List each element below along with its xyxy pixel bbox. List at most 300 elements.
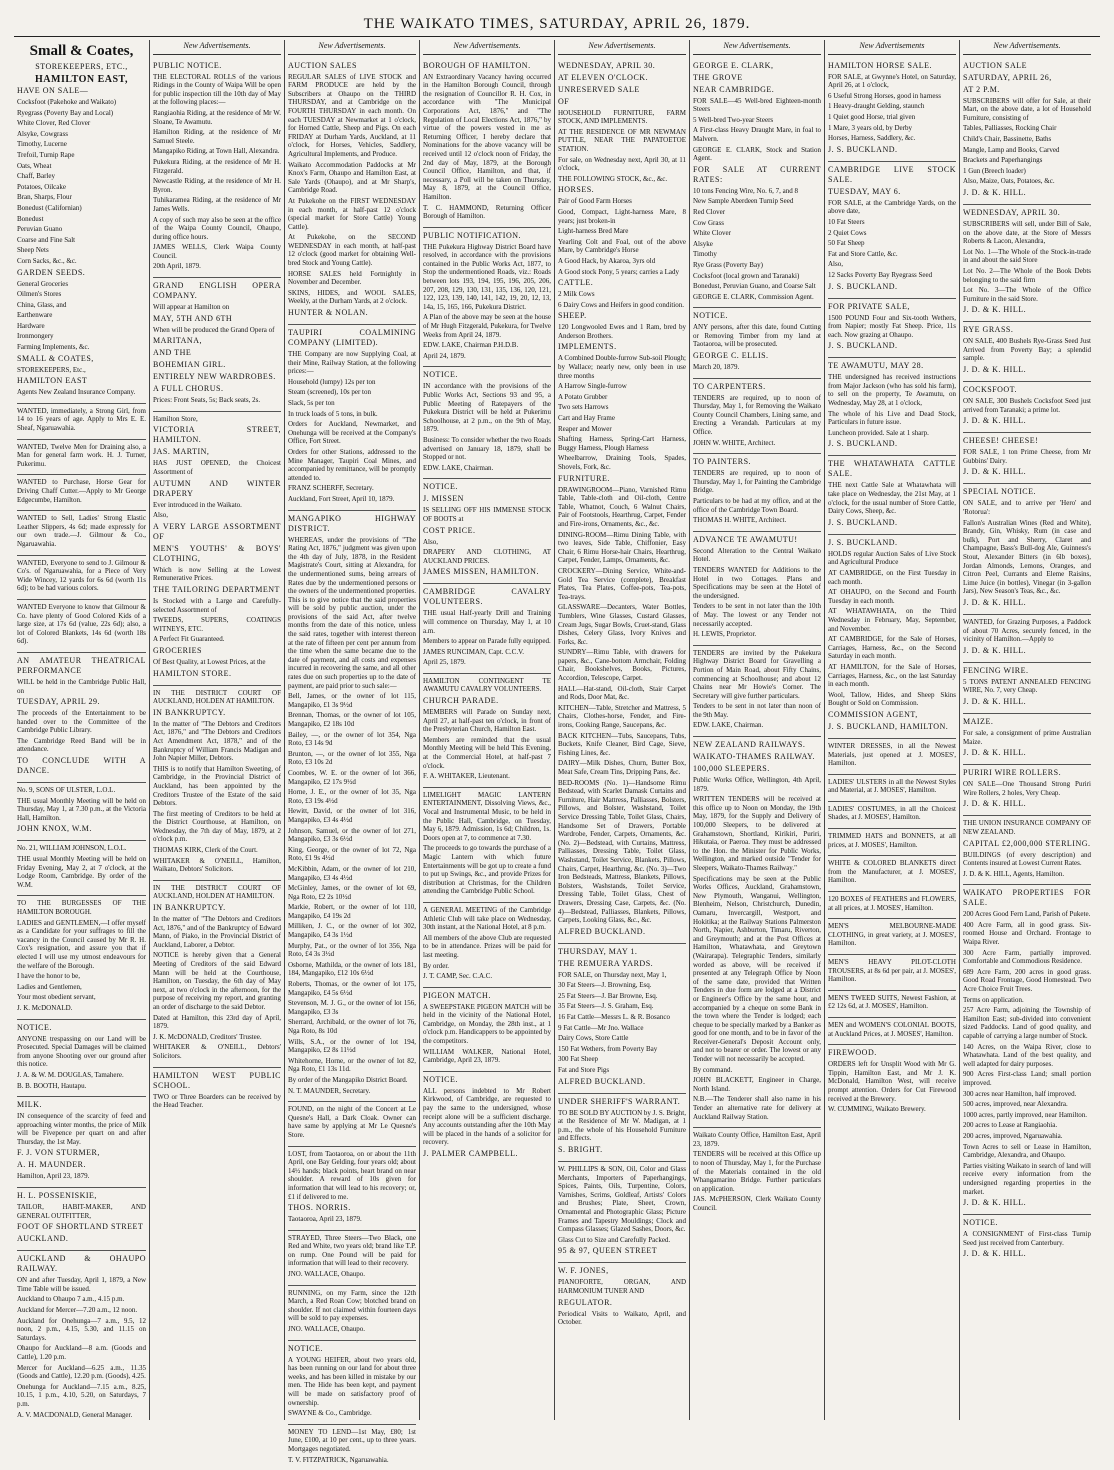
ad-line: 400 Acre Farm, all in good grass. Six-roomed House and Orchard. Frontage to Waipa River. bbox=[963, 920, 1091, 947]
ad-line: THE next Cattle Sale at Whatawhata will take place on Wednesday, the 21st May, at 1 o'clock, for the usual number of Store Cattle, Dairy Cows, Sheep, &c. bbox=[828, 481, 956, 516]
ad-line: SKINS, HIDES, and WOOL SALES, Weekly, at the Durham Yards, at 2 o'clock. bbox=[288, 288, 416, 306]
ad-line: IS SELLING OFF HIS IMMENSE STOCK OF BOOTS at bbox=[423, 506, 551, 523]
ad-line: Which is now Selling at the Lowest Remunerative Prices. bbox=[153, 565, 281, 583]
ad-line: A Harrow Single-furrow bbox=[558, 382, 627, 391]
ad-heading: THOS. NORRIS. bbox=[288, 1203, 351, 1213]
ad-line: 257 Acre Farm, adjoining the Township of Hamilton East; sub-divided into convenient sized Paddocks. Land of good quality, and capable of carrying a large number of Stock. bbox=[963, 1006, 1091, 1040]
ad-line: Whitehorne, Horne, or the owner of lot 82, Nga Roto, £1 13s 11d. bbox=[288, 1056, 416, 1074]
ad-line: Fallon's Australian Wines (Red and White), Brandy, Gin, Whisky, Rum (in case and bulk), Port and Sherry, Claret and Champagne, Bass's Bull-dog Ale, Guinness's Stout, Alexander Bitters (in 6lb boxes), Jordan Almonds, Lemons, Oranges, and Citron Peel, Currants and Eleme Raisins, Lime Juice (in bottles), Vinegar (in 3-gallon Jars), New Season's Teas, &c., &c. bbox=[963, 518, 1091, 596]
ad-line: 5 TONS PATENT ANNEALED FENCING WIRE, No. 7, very Cheap. bbox=[963, 677, 1091, 695]
column-heading: New Advertisements. bbox=[153, 40, 281, 55]
ad-line: T. V. FITZPATRICK, Ngaruawahia. bbox=[288, 1455, 389, 1464]
ad-heading: WEDNESDAY, APRIL 30. bbox=[963, 207, 1061, 217]
advertisement bbox=[288, 1102, 416, 1146]
ad-line: STOREKEEPERS, Etc., bbox=[17, 365, 86, 374]
ad-line: AT THE RESIDENCE OF MR NEWMAN PUTTLE, NEAR THE PAPATOETOE STATION. bbox=[558, 127, 686, 153]
ad-heading: UNRESERVED SALE bbox=[558, 84, 640, 94]
ad-line: 12 Sacks Poverty Bay Ryegrass Seed bbox=[828, 270, 933, 279]
ad-line: IN THE DISTRICT COURT OF AUCKLAND, HOLDEN AT HAMILTON. bbox=[153, 688, 281, 706]
advertisement bbox=[288, 1425, 416, 1470]
advertisement bbox=[828, 739, 956, 775]
ad-line: 200 Acres Good Fern Land, Parish of Pukete. bbox=[963, 910, 1091, 919]
advertisement bbox=[17, 783, 146, 841]
advertisement bbox=[423, 903, 551, 988]
ad-line: FOUND, on the night of the Concert at Le Quesne's Hall, a Dark Cloak. Owner can have same by applying at Mr Le Quesne's Store. bbox=[288, 1105, 416, 1139]
advertisement bbox=[153, 58, 281, 278]
ad-line: REGULAR SALES of LIVE STOCK and FARM PRODUCE are held by the Subscribers at Ohaupo on the THIRD THURSDAY, and at Cambridge on the FOURTH THURSDAY in each month. On each TUESDAY at Newmarket at 1 o'clock, for Horned Cattle, Sheep and Pigs. On each FRIDAY at Durham Yards, Auckland, at 11 o'clock, for Horses, Vehicles, Saddlery, Agricultural Implements, and Produce. bbox=[288, 72, 416, 158]
ad-line: 1 Quiet good Horse, trial given bbox=[828, 112, 916, 121]
ad-line: LADIES' COSTUMES, in all the Choicest Shades, at J. MOSES', Hamilton. bbox=[828, 804, 956, 822]
ad-line: Will appear at Hamilton on bbox=[153, 303, 230, 312]
advertisement bbox=[828, 955, 956, 991]
ad-line: 9 Fat Cattle—Mr Jno. Wallace bbox=[558, 1023, 644, 1032]
ad-line: 120 Longwooled Ewes and 1 Ram, bred by Anderson Brothers. bbox=[558, 323, 686, 340]
ad-line: Lot No. 1—The Whole of the Stock-in-trade in and about the said Store bbox=[963, 247, 1091, 265]
ad-line: W. CUMMING, Waikato Brewery. bbox=[828, 1105, 926, 1114]
ad-line: At Pukekohe, on the SECOND WEDNESDAY in each month, at half-past 12 o'clock (good market for obtaining Well-bred Stock and Young Cattle). bbox=[288, 233, 416, 268]
advertisement bbox=[153, 881, 281, 1068]
ad-line: Potatoes, Oilcake bbox=[17, 182, 66, 191]
ad-line: White Clover, Red Clover bbox=[17, 119, 91, 128]
ad-line: BACK KITCHEN—Tubs, Saucepans, Tubs, Buckets, Knife Cleaner, Bird Cage, Sieve, Fishing Lines, &c. bbox=[558, 731, 686, 757]
ad-heading: CHEESE! CHEESE! bbox=[963, 436, 1039, 446]
ad-line: Also, bbox=[828, 260, 843, 269]
ad-heading: S. BRIGHT. bbox=[558, 1145, 603, 1154]
ad-line: 140 Acres, on the Waipa River, close to Whatawhata. Land of the best quality, and well adapted for dairy purposes. bbox=[963, 1042, 1091, 1068]
advertisement bbox=[17, 475, 146, 511]
ad-line: Periodical Visits to Waikato, April, and October. bbox=[558, 1309, 686, 1327]
ad-line: AT WHATAWHATA, on the Third Wednesday in February, May, September, and November. bbox=[828, 607, 956, 633]
ad-line: A GENERAL MEETING of the Cambridge Athletic Club will take place on Wednesday, 30th instant, at the National Hotel, at 8 p.m. bbox=[423, 905, 551, 932]
ad-line: Your most obedient servant, bbox=[17, 993, 96, 1002]
advertisement bbox=[153, 1068, 281, 1116]
ad-line: 1 Gun (Breech loader) bbox=[963, 166, 1026, 175]
ad-heading: 95 & 97, QUEEN STREET bbox=[558, 1246, 658, 1256]
ad-line: N. T. MAUNDER, Secretary. bbox=[288, 1086, 371, 1095]
advertisement bbox=[963, 615, 1091, 663]
ad-line: Steam (screened), 10s per ton bbox=[288, 388, 371, 397]
ad-line: Trefoil, Turnip Rape bbox=[17, 150, 75, 159]
ad-line: Ryegrass (Poverty Bay and Local) bbox=[17, 108, 114, 117]
ad-heading: PURIRI WIRE ROLLERS. bbox=[963, 768, 1062, 778]
advertisement bbox=[153, 686, 281, 881]
ad-line: HAMILTON CONTINGENT TE AWAMUTU CAVALRY VOLUNTEERS. bbox=[423, 676, 551, 694]
ad-heading: J. D. & K. HILL. bbox=[963, 365, 1027, 375]
ad-line: 1 Heavy-draught Gelding, staunch bbox=[828, 102, 925, 111]
ad-heading: THE GROVE bbox=[693, 72, 743, 82]
advertisement bbox=[423, 674, 551, 788]
advertisement bbox=[17, 1097, 146, 1188]
ad-heading: THE TAILORING DEPARTMENT bbox=[153, 585, 280, 594]
ad-line: At Pukekohe on the FIRST WEDNESDAY in each month, at half-past 12 o'clock (special market for Store Cattle) Young Cattle). bbox=[288, 196, 416, 231]
ad-heading: OF bbox=[558, 96, 570, 106]
advertisement bbox=[288, 1147, 416, 1231]
ad-heading: FURNITURE. bbox=[558, 473, 610, 483]
advertisement bbox=[828, 829, 956, 856]
ad-line: Second Alteration to the Central Waikato Hotel. bbox=[693, 546, 821, 564]
ad-line: Pukekura Riding, at the residence of Mr H. Fitzgerald. bbox=[153, 157, 281, 175]
ad-line: THE Company are now Supplying Coal, at their Mine, Railway Station, at the following prices:— bbox=[288, 350, 416, 376]
ad-heading: GEORGE E. CLARK, bbox=[693, 60, 774, 70]
ad-line: A Good stock Pony, 5 years; carries a Lady bbox=[558, 267, 680, 276]
advertisement bbox=[963, 322, 1091, 382]
ad-line: For sale, a consignment of prime Australian Maize. bbox=[963, 728, 1091, 746]
advertisement bbox=[963, 765, 1091, 816]
ad-line: April 24, 1879. bbox=[423, 351, 466, 360]
ad-line: Taotaoroa, April 23, 1879. bbox=[288, 1215, 362, 1224]
ad-line: Sheep Nets bbox=[17, 246, 49, 255]
advertisement bbox=[963, 58, 1091, 205]
ad-heading: TE AWAMUTU, MAY 28. bbox=[828, 361, 924, 371]
ad-line: DRAWINGROOM—Piano, Varnished Rimu Table, Table-cloth and Oil-cloth, Centre Table, Whatnot, Couch, 6 Walnut Chairs, Pair of Footstools, Hearthrug, Carpet, Fender and Fire-irons, Ornaments, &c., &c. bbox=[558, 485, 686, 528]
ad-line: A copy of such may also be seen at the office of the Waipa County Council, Ohaupo, during office hours. bbox=[153, 215, 281, 241]
advertisement bbox=[828, 1018, 956, 1045]
advertisement bbox=[828, 456, 956, 534]
ad-heading: NOTICE. bbox=[17, 1022, 52, 1032]
ad-heading: NEW ZEALAND RAILWAYS. bbox=[693, 740, 806, 750]
ad-line: KITCHEN—Table, Stretcher and Mattress, 5 Chairs, Clothes-horse, Fender, and Fire-irons, Cooking Range, Saucepans, &c. bbox=[558, 703, 686, 730]
ad-line: A Combined Double-furrow Sub-soil Plough; by Wallace; nearly new, only been in use three months bbox=[558, 354, 686, 380]
ad-line: Slack, 5s per ton bbox=[288, 399, 335, 407]
ad-line: Timothy, Lucerne bbox=[17, 140, 67, 149]
ad-line: H. LEWIS, Proprietor. bbox=[693, 630, 757, 639]
ad-line: 2 Quiet Cows bbox=[828, 228, 867, 237]
ad-line: Timothy bbox=[693, 250, 717, 259]
advertisement bbox=[963, 1215, 1091, 1265]
advertisement bbox=[17, 653, 146, 783]
ad-line: WANTED to Sell, Ladies' Strong Elastic Leather Slippers, 4s 6d; made expressly for our own trade.—J. Gilmour & Co., Ngaruawahia. bbox=[17, 514, 146, 548]
column-5 bbox=[554, 40, 689, 1420]
ad-line: WANTED, Twelve Men for Draining also, a Man for general farm work. H. J. Turner, Pukerimu. bbox=[17, 442, 146, 468]
ad-heading: FIREWOOD. bbox=[828, 1048, 877, 1058]
ad-line: Tuhikaramea Riding, at the residence of Mr James Wells. bbox=[153, 196, 281, 213]
ad-line: A. V. MACDONALD, General Manager. bbox=[17, 1410, 133, 1419]
ad-line: King, George, or the owner of lot 72, Nga Roto, £1 9s 4½d bbox=[288, 845, 416, 863]
ad-heading: ALFRED BUCKLAND. bbox=[558, 926, 646, 936]
ad-line: FOR SALE, at Gwynne's Hotel, on Saturday, April 26, at 1 o'clock, bbox=[828, 72, 956, 90]
ad-line: Auckland for Onehunga—7 a.m., 9.5, 12 noon, 2 p.m., 4.15, 5.30, and 11.15 on Saturdays. bbox=[17, 1316, 146, 1342]
ad-line: Also, Maize, Oats, Potatoes, &c. bbox=[963, 177, 1055, 186]
advertisement bbox=[828, 299, 956, 359]
ad-line: Tenders to be sent in not later than the 10th of May. The lowest or any Tender not necessarily accepted. bbox=[693, 602, 821, 628]
ad-line: The first meeting of Creditors to be held at the District Courthouse, at Hamilton, on Wednesday, the 7th day of May, 1879, at 2 o'clock p.m. bbox=[153, 809, 281, 844]
ad-heading: MILK. bbox=[17, 1100, 42, 1110]
ad-heading: IN BANKRUPTCY. bbox=[153, 903, 226, 913]
ad-line: AT HAMILTON, for the Sale of Horses, Carriages, Harness, &c., on the last Saturday in each month. bbox=[828, 662, 956, 689]
advertisement bbox=[828, 919, 956, 955]
ad-line: TENDERS will be received at this Office up to noon of Thursday, May 1, for the Purchase of the Materials contained in the old Whangamarino Bridge. Further particulars on application. bbox=[693, 1150, 821, 1193]
ad-heading: FOR PRIVATE SALE, bbox=[828, 301, 910, 311]
ad-line: Ever introduced in the Waikato. bbox=[153, 500, 242, 509]
ad-line: Johnson, Samuel, or the owner of lot 271, Mangapiko, £3 3s 6½d bbox=[288, 826, 416, 844]
ad-line: Of Best Quality, at Lowest Prices, at the bbox=[153, 657, 266, 666]
ad-line: General Groceries bbox=[17, 279, 69, 288]
ad-line: AT OHAUPO, on the Second and Fourth Tuesday in each month. bbox=[828, 588, 956, 605]
ad-line: WILLIAM WALKER, National Hotel, Cambridge, April 23, 1879. bbox=[423, 1047, 551, 1065]
ad-heading: CAPITAL £2,000,000 STERLING. bbox=[963, 838, 1091, 848]
ad-line: Waikato County Office, Hamilton East, April 23, 1879. bbox=[693, 1131, 821, 1148]
ad-line: McKibbin, Adam, or the owner of lot 210, Mangapiko, £3 4s 4½d bbox=[288, 864, 416, 882]
advertisement bbox=[693, 532, 821, 646]
ad-heading: J. D. & K. HILL. bbox=[963, 1198, 1027, 1208]
ad-line: TENDERS are invited by the Pukekura Highway District Board for Gravelling a Portion of Main Road, about Fifty Chains, commencing at Schoolhouse; and about 12 Chains near Mr Howie's Corner. The Secretary will give further particulars. bbox=[693, 648, 821, 700]
ad-line: Farming Implements, &c. bbox=[17, 343, 90, 352]
ad-line: Corn Sacks, &c., &c. bbox=[17, 256, 77, 265]
ad-heading: BOROUGH OF HAMILTON. bbox=[423, 60, 531, 70]
ad-line: Cow Grass bbox=[693, 218, 724, 227]
ad-line: Is Stocked with a Large and Carefully-selected Assortment of bbox=[153, 597, 281, 614]
ad-line: Tenders to be sent in not later than noon of the 9th May. bbox=[693, 702, 821, 719]
ad-line: Roberts, Thomas, or the owner of lot 175, Mangapiko, £4 5s 6½d bbox=[288, 980, 416, 997]
ad-heading: HAMILTON STORE. bbox=[153, 668, 232, 678]
ad-line: Hardware bbox=[17, 321, 45, 330]
ad-line: Murphy, Pat., or the owner of lot 356, Nga Roto, £4 3s 3½d bbox=[288, 941, 416, 959]
masthead: THE WAIKATO TIMES, SATURDAY, APRIL 26, 1879. bbox=[363, 16, 751, 32]
ad-line: Coarse and Fine Salt bbox=[17, 235, 76, 244]
ad-line: TENDERS WANTED for Additions to the Hotel in two Cottages. Plans and Specifications may be seen at the Hotel of the undersigned. bbox=[693, 565, 821, 600]
advertisement bbox=[693, 308, 821, 378]
advertisement bbox=[17, 556, 146, 600]
ad-line: Onehunga for Auckland—7.15 a.m., 8.25, 10.15, 1 p.m., 4.10, 5.20, on Saturdays, 7 p.m. bbox=[17, 1382, 146, 1408]
ad-line: Cart and Hay Frame bbox=[558, 414, 615, 423]
ad-line: EDW. LAKE, Chairman. bbox=[423, 463, 494, 472]
ad-line: THE undersigned has received instructions from Major Jackson (who has sold his farm), to sell on the property, Te Awamutu, on Wednesday, May 28, at 1 o'clock, bbox=[828, 373, 956, 408]
ad-line: 6 Dairy Cows and Heifers in good condition. bbox=[558, 300, 684, 309]
ad-line: 10 tons Fencing Wire, No. 6, 7, and 8 bbox=[693, 186, 798, 195]
ad-line: 2 Milk Cows bbox=[558, 290, 595, 299]
ad-heading: HAMILTON EAST bbox=[17, 376, 88, 386]
ad-line: By order. bbox=[423, 961, 450, 970]
advertisement bbox=[828, 802, 956, 829]
advertisement bbox=[828, 991, 956, 1018]
ad-line: Earthenware bbox=[17, 311, 53, 320]
ad-line: J. D. & K. HILL, Agents, Hamilton. bbox=[963, 869, 1065, 878]
ad-heading: AUCTION SALES bbox=[288, 60, 357, 70]
ad-line: J. T. CAMP, Sec. C.A.C. bbox=[423, 972, 493, 981]
ad-heading: TUESDAY, APRIL 29. bbox=[17, 697, 100, 707]
ad-line: IN consequence of the scarcity of feed and approaching winter months, the price of Milk will be Fivepence per quart on and after Thursday, the 1st May. bbox=[17, 1112, 146, 1146]
ad-line: Wheelbarrow, Draining Tools, Spades, Shovels, Fork, &c. bbox=[558, 454, 686, 471]
ad-line: F. A. WHITAKER, Lieutenant. bbox=[423, 772, 510, 781]
ad-line: 900 Acres First-class Land; small portion improved. bbox=[963, 1070, 1091, 1087]
ad-line: Lot No. 2—The Whole of the Book Debts belonging to the said firm bbox=[963, 266, 1091, 284]
ad-line: 10 Fat Steers bbox=[828, 217, 865, 226]
ad-line: WANTED Everyone to know that Gilmour & Co. have plenty of Good Colored Kids of a large size, at 17s 6d (value, 22s 6d); also, a lot of Colored Blankets, 14s 6d (worth 18s 6d). bbox=[17, 602, 146, 646]
ad-line: WHITAKER & O'NEILL, Hamilton, Waikato, Debtors' Solicitors. bbox=[153, 856, 281, 874]
ad-line: The Cambridge Reed Band will be in attendance. bbox=[17, 736, 146, 754]
ad-heading: AUCKLAND. bbox=[17, 1234, 69, 1244]
ad-line: Members to appear on Parade fully equipped. bbox=[423, 637, 551, 646]
advertisement bbox=[423, 1072, 551, 1165]
ad-line: ANY persons, after this date, found Cutting or Removing Timber from my land at Taotaoroa, will be prosecuted. bbox=[693, 323, 821, 349]
ad-line: 5 Well-bred Two-year Steers bbox=[693, 115, 774, 124]
masthead-rule bbox=[14, 36, 1100, 37]
ad-line: PIANOFORTE, ORGAN, AND HARMONIUM TUNER AND bbox=[558, 1278, 686, 1295]
ad-line: 50 Fat Sheep bbox=[828, 239, 865, 248]
column-1 bbox=[14, 40, 149, 1420]
advertisement bbox=[423, 58, 551, 228]
ad-line: Alsyke, Cowgrass bbox=[17, 129, 68, 138]
ad-line: JAMES RUNCIMAN, Capt. C.C.V. bbox=[423, 647, 524, 656]
ad-line: For sale, on Wednesday next, April 30, at 11 o'clock, bbox=[558, 155, 686, 173]
ad-heading: J. MISSEN bbox=[423, 494, 464, 504]
ad-line: GEORGE E. CLARK, Stock and Station Agent. bbox=[693, 145, 821, 163]
ad-line: 16 Fat Cattle—Messrs L. & R. Bosanco bbox=[558, 1013, 670, 1022]
ad-line: A Perfect Fit Guaranteed. bbox=[153, 635, 225, 644]
advertisement bbox=[17, 1251, 146, 1425]
advertisement bbox=[693, 737, 821, 1128]
ad-heading: WEDNESDAY, APRIL 30. bbox=[558, 60, 656, 70]
ad-line: Oats, Wheat bbox=[17, 161, 52, 170]
ad-line: The whole of his Live and Dead Stock, Particulars in future issue. bbox=[828, 409, 956, 427]
ad-heading: CHURCH PARADE. bbox=[423, 696, 499, 706]
ad-line: Ladies and Gentlemen, bbox=[17, 982, 82, 991]
ad-line: A CONSIGNMENT of First-class Turnip Seed just received from Canterbury. bbox=[963, 1230, 1091, 1247]
ad-heading: VICTORIA STREET, HAMILTON. bbox=[153, 425, 281, 445]
ad-line: New Sample Aberdeen Turnip Seed bbox=[693, 197, 794, 206]
ad-line: A Plan of the above may be seen at the house of Mr Hugh Fitzgerald, Pukekura, for Twelve Weeks from April 24, 1879. bbox=[423, 313, 551, 339]
ad-line: TWEEDS, SUPERS, COATINGS WITNEYS, ETC. bbox=[153, 616, 281, 633]
ad-line: Hamilton Riding, at the residence of Mr Samuel Steele. bbox=[153, 128, 281, 145]
ad-line: HALL—Hat-stand, Oil-cloth, Stair Carpet and Rods, Door Mat, &c. bbox=[558, 684, 686, 702]
ad-line: Cocksfoot (Pakehoke and Waikato) bbox=[17, 98, 117, 106]
ad-line: DRAPERY AND CLOTHING, AT AUCKLAND PRICES. bbox=[423, 548, 551, 565]
ad-heading: TO PAINTERS. bbox=[693, 457, 752, 467]
ad-heading: SHEEP. bbox=[558, 311, 587, 321]
ad-heading: NOTICE. bbox=[423, 1074, 458, 1084]
ad-heading: SATURDAY, APRIL 26, bbox=[963, 72, 1052, 82]
ad-heading: NOTICE. bbox=[693, 311, 728, 321]
ad-line: EDW. LAKE, Chairman. bbox=[693, 721, 764, 730]
ad-heading: GROCERIES bbox=[153, 645, 202, 655]
ad-heading: MAY, 5TH AND 6TH bbox=[153, 313, 233, 323]
ad-line: McGinley, James, or the owner of lot 69, Nga Roto, £2 2s 10½d bbox=[288, 884, 416, 901]
ad-line: A First-class Heavy Draught Mare, in foal to Malvern. bbox=[693, 126, 821, 143]
ad-line: JNO. WALLACE, Ohaupo. bbox=[288, 1270, 366, 1279]
ad-line: FOR SALE, on Thursday next, May 1, bbox=[558, 970, 667, 979]
ad-heading: H. L. POSSENISKIE, bbox=[17, 1191, 97, 1201]
ad-line: Pair of Good Farm Horses bbox=[558, 197, 632, 206]
ad-line: Cocksfoot (local grown and Taranaki) bbox=[693, 271, 800, 280]
ad-line: JAMES WELLS, Clerk Waipa County Council. bbox=[153, 243, 281, 260]
ad-heading: W. F. JONES, bbox=[558, 1266, 609, 1276]
ad-line: ON SALE—One Thousand Strong Puriri Wire Rollers, 2 holes, Very Cheap. bbox=[963, 780, 1091, 797]
ad-heading: HAMILTON HORSE SALE. bbox=[828, 60, 933, 70]
ad-line: HAS JUST OPENED, the Choicest Assortment of bbox=[153, 459, 281, 477]
ad-line: Light-harness Bred Mare bbox=[558, 227, 629, 236]
ad-line: Bonedust, Peruvian Guano, and Coarse Salt bbox=[693, 282, 816, 291]
ad-heading: AND THE bbox=[153, 348, 192, 358]
ad-heading: MEN'S YOUTHS' & BOYS' CLOTHING, bbox=[153, 543, 281, 563]
ad-line: TAILOR, HABIT-MAKER, AND GENERAL OUTFITTER, bbox=[17, 1203, 146, 1220]
ad-line: 6 Useful Strong Horses, good in harness bbox=[828, 91, 941, 100]
ad-line: JOHN W. WHITE, Architect. bbox=[693, 438, 776, 447]
advertisement bbox=[423, 584, 551, 674]
ad-line: TWO or Three Boarders can be received by the Head Teacher. bbox=[153, 1092, 281, 1110]
advertisement bbox=[288, 1341, 416, 1425]
ad-line: MEN'S MELBOURNE-MADE CLOTHING, in great variety, at J. MOSES', Hamilton. bbox=[828, 922, 956, 948]
ad-line: Hamilton Store, bbox=[153, 414, 198, 423]
ad-line: HOUSEHOLD FURNITURE, FARM STOCK, AND IMPLEMENTS. bbox=[558, 108, 686, 126]
ad-line: THE usual Monthly Meeting will be held on Friday Evening, May 2, at 7 o'clock, at the Lodge Room, Cambridge. By order of the W.M. bbox=[17, 855, 146, 889]
ad-heading: J. D. & K. HILL. bbox=[963, 696, 1027, 706]
advertisement bbox=[423, 228, 551, 368]
ad-line: Orders for other Stations, addressed to the Mine Manager, Taupiri Coal Mines, and accompanied by remittance, will be promptly attended to. bbox=[288, 447, 416, 482]
ad-heading: JOHN KNOX, W.M. bbox=[17, 824, 92, 834]
ad-line: Business: To consider whether the two Roads advertised on January 18, 1879, shall be Stopped or not. bbox=[423, 435, 551, 462]
ad-line: J. K. McDONALD. bbox=[17, 1003, 73, 1012]
ad-heading: GEORGE C. ELLIS. bbox=[693, 351, 769, 361]
ad-line: TENDERS are required, up to noon of Thursday, May 1, for Removing the Waikato County Council Chambers, Lining same, and Erecting a Verandah. Particulars at my Office. bbox=[693, 393, 821, 437]
ad-line: A SWEEPSTAKE PIGEON MATCH will be held in the vicinity of the National Hotel, Cambridge, on Monday, the 28th inst., at 1 o'clock p.m. Handicappers to be appointed by the competitors. bbox=[423, 1002, 552, 1046]
ad-line: LIMELIGHT MAGIC LANTERN ENTERTAINMENT, Dissolving Views, &c., Vocal and Instrumental Music, to be held in the Public Hall, Cambridge, on Tuesday, May 6, 1879. Admission, 1s 6d; Children, 1s. Doors open at 7, to commence at 7.30. bbox=[423, 790, 551, 842]
ad-line: WANTED to Purchase, Horse Gear for Driving Chaff Cutter.—Apply to Mr George Edgecumbe, Hamilton. bbox=[17, 478, 146, 504]
ad-line: WHITAKER & O'NEILL, Debtors' Solicitors. bbox=[153, 1043, 281, 1060]
advertisement bbox=[17, 841, 146, 896]
ad-line: Tables, Palliasses, Rocking Chair bbox=[963, 124, 1057, 133]
ad-line: Good, Compact, Light-harness Mare, 8 years; just broken-in bbox=[558, 207, 686, 225]
ad-heading: SPECIAL NOTICE. bbox=[963, 487, 1036, 497]
ad-line: Wills, S.A., or the owner of lot 194, Mangapiko, £2 8s 11½d bbox=[288, 1037, 416, 1055]
advertisement bbox=[963, 205, 1091, 322]
column-heading: New Advertisements bbox=[828, 40, 956, 55]
ad-line: Chaff, Barley bbox=[17, 172, 55, 181]
ad-heading: MAIZE. bbox=[963, 716, 994, 726]
ad-line: NOTICE is hereby given that a General Meeting of Creditors of the said Edward Mann will be held at the Courthouse, Hamilton, on Tuesday, the 6th day of May next, at two o'clock in the afternoon, for the purpose of receiving my report, and granting an order of discharge to the said Debtor. bbox=[153, 951, 281, 1011]
ad-heading: MANGAPIKO HIGHWAY DISTRICT. bbox=[288, 513, 416, 533]
ad-line: I have the honor to be, bbox=[17, 972, 80, 981]
ad-line: Child's Chair, Bassinette, Baths bbox=[963, 134, 1052, 143]
ad-line: Shafting Harness, Spring-Cart Harness, Buggy Harness, Plough Harness bbox=[558, 435, 686, 452]
ad-heading: J. S. BUCKLAND, HAMILTON. bbox=[828, 721, 949, 731]
ad-line: WRITTEN TENDERS will be received at this office up to Noon on Monday, the 19th May, 1879, for the Supply and Delivery of 100,000 Sleepers, to be delivered at Grahamstown, Shortland, Kirikiri, Puriri, Hikutaia, or Paeroa. They must be addressed to the Hon. the Minister for Public Works, Wellington, and marked outside "Tender for Sleepers, Waikato-Thames Railway." bbox=[693, 795, 821, 872]
ad-line: Waikato Accommodation Paddocks at Mr Knox's Farm, Ohaupo and Hamilton East, at Sale Yards (Ohaupo), and at Mr Sharp's, Cambridge Road. bbox=[288, 160, 416, 195]
ad-heading: HAMILTON WEST PUBLIC SCHOOL. bbox=[153, 1070, 281, 1090]
ad-heading: J. D. & K. HILL. bbox=[963, 597, 1027, 607]
advertisement bbox=[963, 382, 1091, 433]
ad-title: Small & Coates, bbox=[29, 43, 134, 59]
advertisement bbox=[17, 511, 146, 555]
ad-line: Red Clover bbox=[693, 207, 726, 216]
advertisement bbox=[423, 367, 551, 479]
ad-line: The proceeds of the Entertainment to be handed over to the Committee of the Cambridge Public Library. bbox=[17, 709, 146, 735]
ad-line: 300 Fat Sheep bbox=[558, 1055, 599, 1064]
ad-heading: A. H. MAUNDER. bbox=[17, 1160, 86, 1170]
ad-line: Auckland, Fort Street, April 10, 1879. bbox=[288, 494, 395, 503]
ad-heading: AUCKLAND & OHAUPO RAILWAY. bbox=[17, 1254, 146, 1274]
ad-heading: HAVE ON SALE— bbox=[17, 86, 89, 95]
column-2 bbox=[149, 40, 284, 1420]
advertisement bbox=[17, 440, 146, 476]
ad-heading: PUBLIC NOTIFICATION. bbox=[423, 230, 521, 240]
ad-line: Auckland for Mercer—7.20 a.m., 12 noon. bbox=[17, 1306, 138, 1315]
ad-line: 200 acres to Lease at Rangiaohia. bbox=[963, 1121, 1058, 1130]
ad-line: Mercer for Auckland—6.25 a.m., 11.35 (Goods and Cattle), 12.20 p.m. (Goods), 4.25. bbox=[17, 1363, 146, 1381]
ad-line: ON SALE, 400 Bushels Rye-Grass Seed Just Arrived from Poverty Bay; a splendid sample. bbox=[963, 337, 1091, 363]
advertisement bbox=[693, 58, 821, 309]
advertisement bbox=[558, 1162, 686, 1263]
ad-heading: J. D. & K. HILL. bbox=[963, 748, 1027, 758]
ad-line: Mangle, Lamp and Books, Carved bbox=[963, 145, 1060, 154]
ad-line: DINING-ROOM—Rimu Dining Table, with two leaves, Side Table, Chiffonier, Easy Chair, 6 Rimu Horse-hair Chairs, Hearthrug, Carpet, Fender, Lamps, Ornaments, &c. bbox=[558, 530, 686, 565]
ad-line: Rangiaohia Riding, at the residence of Mr W. Sloane, Te Awamutu. bbox=[153, 108, 281, 126]
ad-line: Members are reminded that the usual Monthly Meeting will be held This Evening, at the Commercial Hotel, at half-past 7 o'clock. bbox=[423, 735, 551, 770]
ad-line: N.B.—The Tenderer shall also name in his Tender an alternative rate for delivery at Auckland Railway Station. bbox=[693, 1095, 821, 1121]
ad-heading: CAMBRIDGE CAVALRY VOLUNTEERS. bbox=[423, 587, 551, 607]
advertisement bbox=[963, 816, 1091, 885]
ad-line: J. K. McDONALD, Creditors' Trustee. bbox=[153, 1032, 262, 1041]
ad-line: MEN'S HEAVY PILOT-CLOTH TROUSERS, at 8s 6d per pair, at J. MOSES', Hamilton. bbox=[828, 958, 956, 984]
